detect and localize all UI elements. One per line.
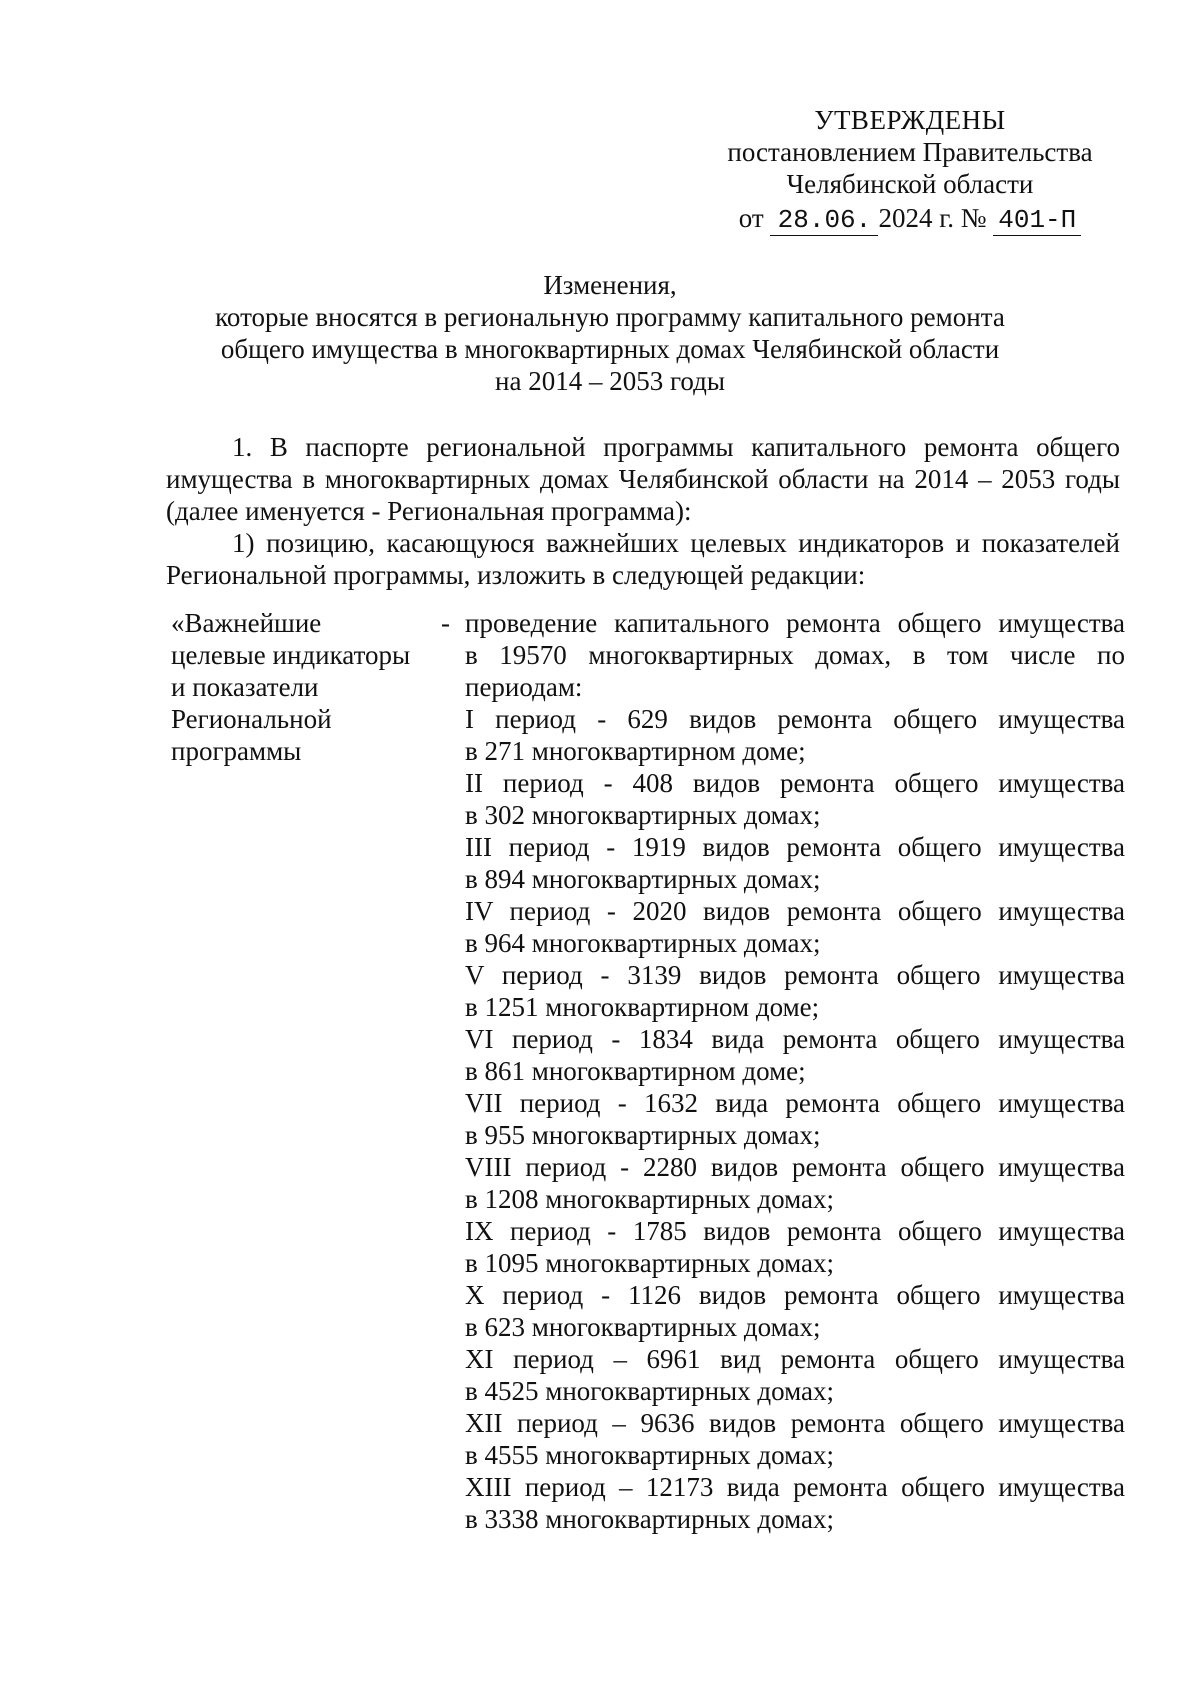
entry-line: IV период - 2020 видов ремонта общего имущества <box>465 896 1125 926</box>
entry-line: проведение капитального ремонта общего имущества <box>465 608 1125 638</box>
left-line: и показатели <box>171 672 319 702</box>
table-left-column <box>171 607 441 1535</box>
left-line: программы <box>171 736 302 766</box>
table-dash: - <box>441 608 450 638</box>
entry-line: в 861 многоквартирном доме; <box>465 1056 806 1086</box>
approval-date: 28.06. <box>770 205 878 236</box>
table-right-column <box>465 607 1125 1535</box>
entry-line: XI период – 6961 вид ремонта общего имущества <box>465 1344 1125 1374</box>
entry-line: в 4555 многоквартирных домах; <box>465 1440 835 1470</box>
document-heading <box>160 269 1060 397</box>
approval-prefix: от <box>738 203 764 233</box>
approval-number: 401-П <box>993 205 1081 236</box>
approval-line-1: постановлением Правительства <box>727 137 1093 167</box>
entry-line: X период - 1126 видов ремонта общего имущества <box>465 1280 1125 1310</box>
entry-line: VI период - 1834 вида ремонта общего имущества <box>465 1024 1125 1054</box>
approval-title: УТВЕРЖДЕНЫ <box>814 105 1006 135</box>
heading-line-3: общего имущества в многоквартирных домах Челябинской области <box>220 334 1000 364</box>
entry-line: XII период – 9636 видов ремонта общего имущества <box>465 1408 1125 1438</box>
entry-line: II период - 408 видов ремонта общего имущества <box>465 768 1125 798</box>
indicators-table <box>171 607 1125 1535</box>
entry-line: в 894 многоквартирных домах; <box>465 864 821 894</box>
entry-line: VIII период - 2280 видов ремонта общего имущества <box>465 1152 1125 1182</box>
entry-line: в 1208 многоквартирных домах; <box>465 1184 835 1214</box>
entry-line: в 19570 многоквартирных домах, в том числе по <box>465 640 1125 670</box>
entry-line: в 271 многоквартирном доме; <box>465 736 806 766</box>
left-line: Региональной <box>171 704 332 734</box>
list-item <box>465 607 1125 703</box>
paragraph-2: 1) позицию, касающуюся важнейших целевых индикаторов и показателей Региональной программы, изложить в следующей редакции: <box>166 528 1120 590</box>
approval-date-line <box>700 202 1120 234</box>
document-body <box>166 431 1120 591</box>
entry-line: III период - 1919 видов ремонта общего имущества <box>465 832 1125 862</box>
entry-line: в 4525 многоквартирных домах; <box>465 1376 835 1406</box>
entry-line: в 3338 многоквартирных домах; <box>465 1504 835 1534</box>
left-line: «Важнейшие <box>171 608 322 638</box>
entry-line: в 1251 многоквартирном доме; <box>465 992 820 1022</box>
list-item <box>465 1279 1125 1343</box>
list-item <box>465 831 1125 895</box>
entry-line: VII период - 1632 вида ремонта общего имущества <box>465 1088 1125 1118</box>
list-item <box>465 895 1125 959</box>
entry-line: периодам: <box>465 672 583 702</box>
entry-line: в 623 многоквартирных домах; <box>465 1312 821 1342</box>
entry-line: в 1095 многоквартирных домах; <box>465 1248 835 1278</box>
list-item <box>465 1087 1125 1151</box>
paragraph-1: 1. В паспорте региональной программы капитального ремонта общего имущества в многоквартирных домах Челябинской области на 2014 – 2053 годы (далее именуется - Региональная программа): <box>166 432 1120 526</box>
list-item <box>465 1215 1125 1279</box>
entry-line: XIII период – 12173 вида ремонта общего имущества <box>465 1472 1125 1502</box>
list-item <box>465 959 1125 1023</box>
list-item <box>465 1407 1125 1471</box>
list-item <box>465 703 1125 767</box>
entry-line: V период - 3139 видов ремонта общего имущества <box>465 960 1125 990</box>
entry-line: I период - 629 видов ремонта общего имущества <box>465 704 1125 734</box>
entry-line: в 964 многоквартирных домах; <box>465 928 821 958</box>
list-item <box>465 1023 1125 1087</box>
entry-line: в 955 многоквартирных домах; <box>465 1120 821 1150</box>
list-item <box>465 1471 1125 1535</box>
list-item <box>465 767 1125 831</box>
list-item <box>465 1343 1125 1407</box>
heading-line-2: которые вносятся в региональную программу капитального ремонта <box>215 302 1005 332</box>
approval-year: 2024 г. № <box>878 203 987 233</box>
approval-block <box>700 104 1120 234</box>
entry-line: IX период - 1785 видов ремонта общего имущества <box>465 1216 1125 1246</box>
entry-line: в 302 многоквартирных домах; <box>465 800 821 830</box>
list-item <box>465 1151 1125 1215</box>
left-line: целевые индикаторы <box>171 640 411 670</box>
approval-line-2: Челябинской области <box>786 169 1034 199</box>
heading-line-4: на 2014 – 2053 годы <box>495 366 725 396</box>
heading-line-1: Изменения, <box>543 270 677 300</box>
